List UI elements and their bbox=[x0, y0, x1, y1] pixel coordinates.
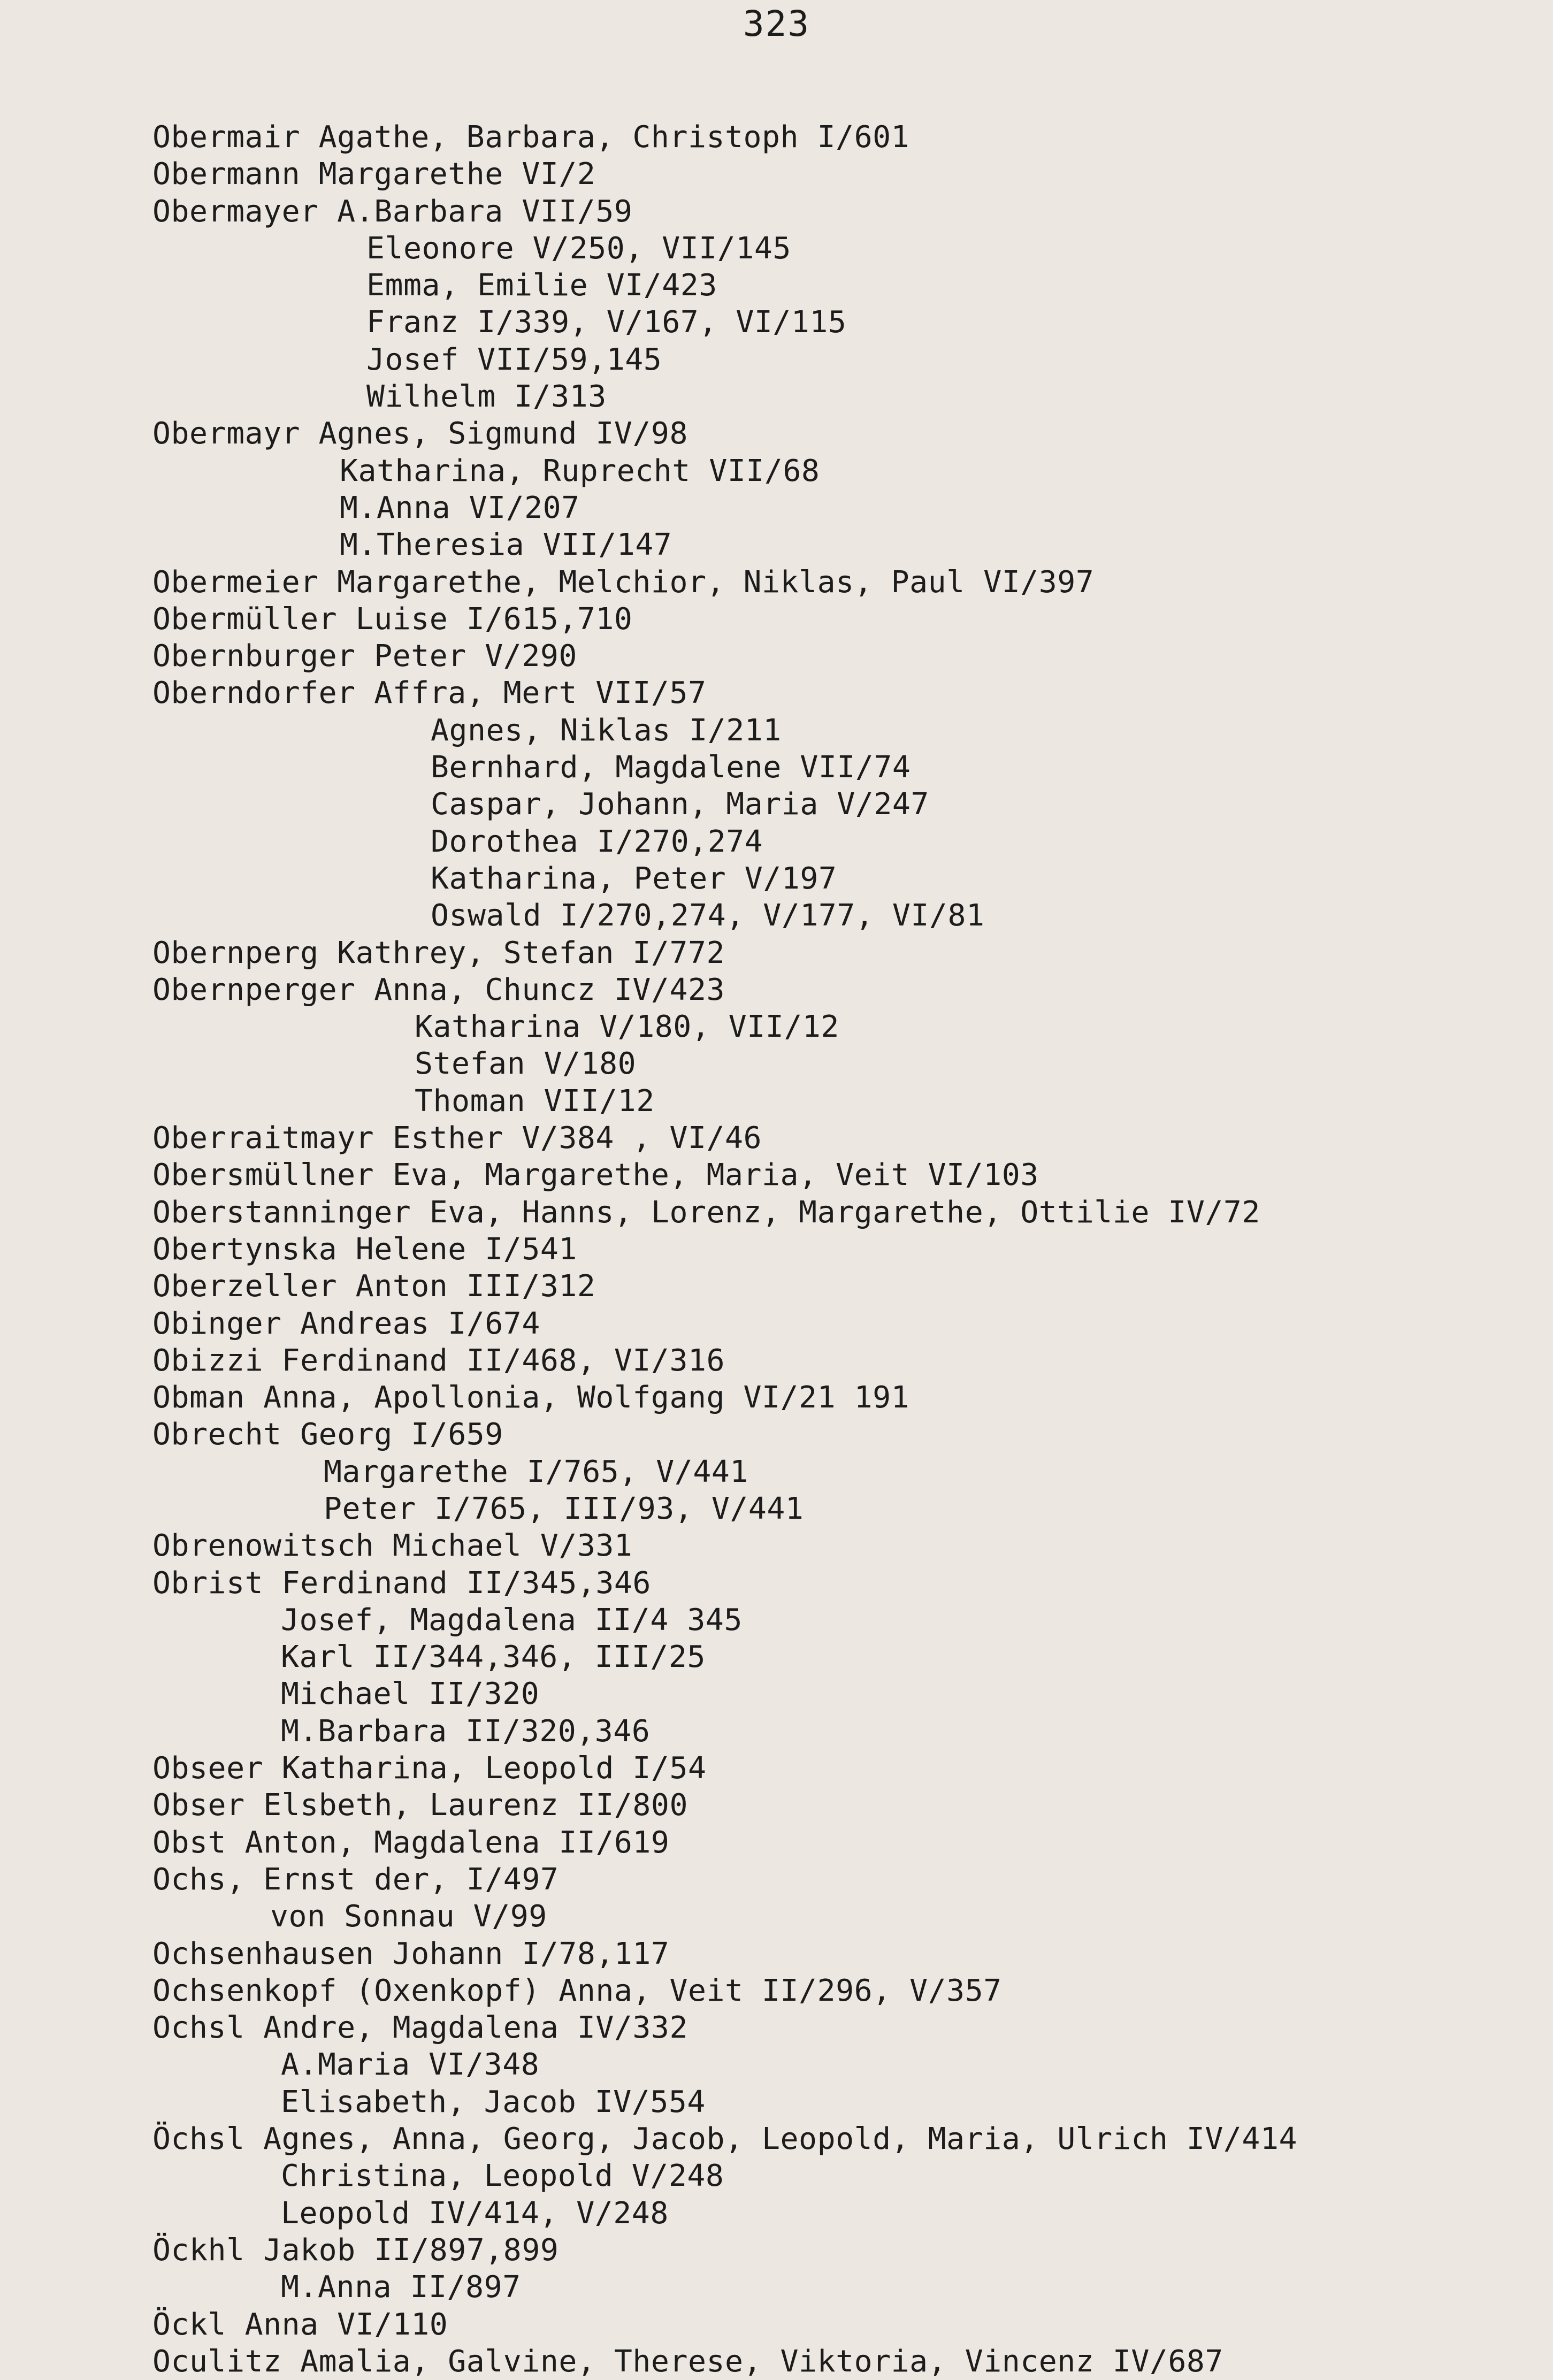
index-subentry: Karl II/344,346, III/25 bbox=[281, 1640, 706, 1675]
index-subentry: Eleonore V/250, VII/145 bbox=[366, 231, 791, 266]
index-entry: Öckhl Jakob II/897,899 bbox=[152, 2232, 559, 2268]
index-entry: Obernperger Anna, Chuncz IV/423 bbox=[152, 972, 725, 1007]
index-entry: Öchsl Agnes, Anna, Georg, Jacob, Leopold, Maria, Ulrich IV/414 bbox=[152, 2122, 1297, 2157]
index-subentry: Christina, Leopold V/248 bbox=[281, 2159, 724, 2194]
index-subentry: Emma, Emilie VI/423 bbox=[366, 268, 717, 303]
index-entry: Oberzeller Anton III/312 bbox=[152, 1269, 596, 1304]
index-entry: Obizzi Ferdinand II/468, VI/316 bbox=[152, 1343, 725, 1378]
index-subentry: Thoman VII/12 bbox=[415, 1083, 655, 1119]
index-entry: Obermayr Agnes, Sigmund IV/98 bbox=[152, 416, 688, 451]
index-subentry: A.Maria VI/348 bbox=[281, 2047, 540, 2083]
index-subentry: Margarethe I/765, V/441 bbox=[324, 1454, 748, 1489]
index-subentry: von Sonnau V/99 bbox=[270, 1899, 547, 1934]
index-entry: Oberndorfer Affra, Mert VII/57 bbox=[152, 676, 707, 711]
index-entry: Ochsenkopf (Oxenkopf) Anna, Veit II/296, V/357 bbox=[152, 1973, 1002, 2008]
index-entry: Obrist Ferdinand II/345,346 bbox=[152, 1565, 651, 1601]
index-entry: Ochsenhausen Johann I/78,117 bbox=[152, 1936, 670, 1971]
index-entry: Obermann Margarethe VI/2 bbox=[152, 157, 596, 192]
index-entry: Obrenowitsch Michael V/331 bbox=[152, 1528, 633, 1564]
index-entry: Oculitz Amalia, Galvine, Therese, Viktoria, Vincenz IV/687 bbox=[152, 2344, 1223, 2379]
index-subentry: Elisabeth, Jacob IV/554 bbox=[281, 2084, 706, 2119]
index-entry: Oberraitmayr Esther V/384 , VI/46 bbox=[152, 1121, 762, 1156]
index-subentry: Josef VII/59,145 bbox=[366, 342, 662, 377]
index-subentry: Michael II/320 bbox=[281, 1677, 540, 1712]
index-subentry: Katharina V/180, VII/12 bbox=[415, 1009, 839, 1045]
index-entry: Obernperg Kathrey, Stefan I/772 bbox=[152, 935, 725, 970]
index-entry: Öckl Anna VI/110 bbox=[152, 2307, 448, 2342]
index-subentry: Agnes, Niklas I/211 bbox=[431, 713, 782, 748]
index-subentry: Katharina, Ruprecht VII/68 bbox=[340, 453, 820, 488]
index-subentry: M.Theresia VII/147 bbox=[340, 527, 672, 563]
index-entry: Ochsl Andre, Magdalena IV/332 bbox=[152, 2010, 688, 2046]
index-subentry: Caspar, Johann, Maria V/247 bbox=[431, 787, 929, 822]
index-entry: Obernburger Peter V/290 bbox=[152, 639, 577, 674]
index-entry: Obrecht Georg I/659 bbox=[152, 1417, 503, 1452]
index-entry: Ochs, Ernst der, I/497 bbox=[152, 1862, 559, 1897]
index-subentry: Katharina, Peter V/197 bbox=[431, 861, 837, 896]
index-entry: Obman Anna, Apollonia, Wolfgang VI/21 191 bbox=[152, 1380, 910, 1415]
index-subentry: Wilhelm I/313 bbox=[366, 379, 607, 415]
index-entry: Obseer Katharina, Leopold I/54 bbox=[152, 1751, 707, 1786]
index-entry: Oberstanninger Eva, Hanns, Lorenz, Margarethe, Ottilie IV/72 bbox=[152, 1195, 1260, 1230]
index-entry: Obser Elsbeth, Laurenz II/800 bbox=[152, 1788, 688, 1823]
index-entry: Obst Anton, Magdalena II/619 bbox=[152, 1825, 670, 1860]
index-entry: Obinger Andreas I/674 bbox=[152, 1306, 540, 1341]
page-number: 323 bbox=[743, 3, 810, 44]
index-entry-list bbox=[152, 119, 1522, 2380]
index-entry: Obermair Agathe, Barbara, Christoph I/601 bbox=[152, 120, 910, 155]
index-subentry: Peter I/765, III/93, V/441 bbox=[324, 1491, 804, 1526]
index-entry: Obermayer A.Barbara VII/59 bbox=[152, 194, 633, 229]
index-subentry: M.Anna VI/207 bbox=[340, 490, 580, 525]
index-subentry: Josef, Magdalena II/4 345 bbox=[281, 1602, 743, 1637]
index-subentry: M.Barbara II/320,346 bbox=[281, 1713, 651, 1749]
index-subentry: Stefan V/180 bbox=[415, 1046, 637, 1082]
index-subentry: Bernhard, Magdalene VII/74 bbox=[431, 750, 911, 785]
index-subentry: M.Anna II/897 bbox=[281, 2270, 521, 2305]
index-subentry: Oswald I/270,274, V/177, VI/81 bbox=[431, 898, 985, 933]
index-subentry: Franz I/339, V/167, VI/115 bbox=[366, 305, 847, 340]
index-entry: Obersmüllner Eva, Margarethe, Maria, Veit VI/103 bbox=[152, 1158, 1039, 1193]
index-subentry: Dorothea I/270,274 bbox=[431, 824, 763, 859]
index-entry: Obermeier Margarethe, Melchior, Niklas, Paul VI/397 bbox=[152, 564, 1095, 600]
index-subentry: Leopold IV/414, V/248 bbox=[281, 2195, 669, 2231]
index-entry: Obermüller Luise I/615,710 bbox=[152, 601, 633, 637]
index-entry: Obertynska Helene I/541 bbox=[152, 1231, 577, 1267]
